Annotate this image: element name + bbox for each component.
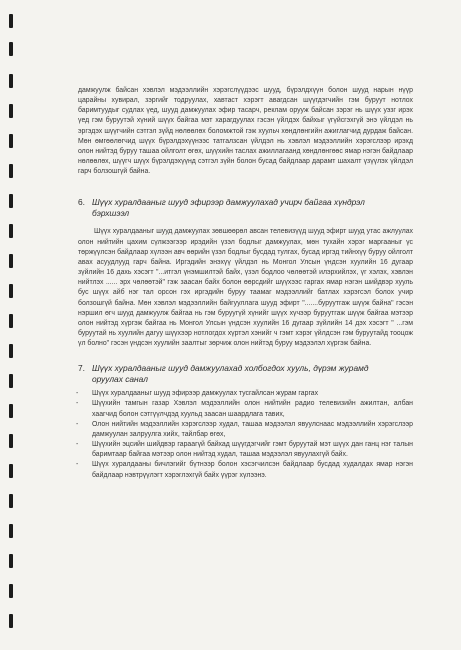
- list-item: [78, 399, 413, 419]
- binding-hole: [9, 524, 13, 538]
- list-item-text: Шүүхийн тамгын газар Хэвлэл мэдээллийн олон нийтийн радио телевизийн ажилтан, албан хаагчид болон сэтгүүлчдэд хуульд заасан шаардлага тавих,: [92, 400, 413, 418]
- list-item: [78, 440, 413, 460]
- binding-hole: [9, 42, 13, 56]
- binding-hole: [9, 614, 13, 628]
- binding-hole: [9, 374, 13, 388]
- section-7-title-line1: Шүүх хуралдааныг шууд дамжуулахад холбогдох хууль, дүрэм журамд: [92, 363, 369, 374]
- binding-holes: [0, 0, 18, 650]
- list-item-text: Шүүхийн эцсийн шийдвэр гараагүй байхад шүүгдэгчийг гэмт буруутай мэт шүүх дан ганц нэг талын баримтаар байгаа мэтээр олон нийтэд худал, ташаа мэдээлэл явуулахгүй байх.: [92, 441, 413, 459]
- section-6-heading: [78, 197, 413, 219]
- section-7-heading: [78, 363, 413, 385]
- bullet-dash: -: [76, 390, 79, 398]
- list-item: [78, 420, 413, 440]
- binding-hole: [9, 254, 13, 268]
- binding-hole: [9, 404, 13, 418]
- intro-paragraph: дамжуулж байсан хэвлэл мэдээллийн хэрэгслүүдээс шууд, бүрэлдхүүн болон шууд нарын нүүр царайны хувирал, зэргийг тодруулах, хавтаст хэрэгт авагдсан шүүгдэгчийн гэм буруут нотлох баримтуудыг судлах үед, шууд дамжуулах эфир тасарч, реклам орууж байсан зэрэг нь шүүх уэзг ирэх үед гэм буруутэй хүний шүүх байгаа мэт харагдуулах гэсэн үйлдэх байхыг үгүйсгэхгүй энэ үйлдэл нь эргэдэх шүүгчийн сэтгэл зүйд нөлөөлөх боломжтой гэж хуульч хөндлөнгийн ажиглагчид дурдаж байсан. Мөн өмгөөлөгчид шүүх бүрэлдэхүүнээс татгалзсан үйлдэл нь хэвлэл мэдээллийн хэрэгслээр ирэхд олон нийтэд буруу ташаа ойлголт өгөх, шүүхийн таслах ажиллагаанд хөндлөнгөөс ямар нэгэн байдлаар нөлөөлөх, шүүгч шүүх бүрэлдэхүүнд сэтгэл зүйн болон бусад байдлаар дарамт шахалт үзүүлэх үйлдэл гарч болзошгүй байна.: [78, 87, 413, 176]
- binding-hole: [9, 194, 13, 208]
- section-7-title-line2: оруулах санал: [92, 374, 148, 385]
- list-item-text: Олон нийтийн мэдээллийн хэрэгслээр худал, ташаа мэдээлэл явуулснаас мэдээллийн хэрэгслээр дамжуулан залруулга хийх, тайлбар өгөх,: [92, 420, 413, 438]
- list-item: [78, 389, 413, 399]
- binding-hole: [9, 494, 13, 508]
- section-6-paragraph: Шүүх хуралдааныг шууд дамжуулах зөвшөөрөл авсан телевизүүд шууд эфирт шууд утас ажлуулах олон нийтийн цахим сүлжээгээр ирэдийн үзэл бодлыг дамжуулах, мөн тухайн хэрэг маргааныг үс төржүүлсэн байдлаар хүлээн авч өөрийн үзэл бодлыг бусдад тулгах, бусад иргэд тийнхүү буруу ойлголт авах асуудлууд гарч байна. Иргэдийн энэхүү үйлдэл нь Монгол Улсын үндсэн хуулийн 16 дугаар зүйлийн 16 дахь хэсэгт "...итгэл үнэмшилтэй байх, үзэл бодлоо чөлөөтэй илэрхийлэх, үг хэлэх, хэвлэн нийтлэх ...... эрх чөлөөтэй" гэж заасан байх болон өөрсдийг шүүхээс гаргах ямар нэгэн шийдвэр хууль бус шүүх aйб нэг тал орсон гэх иргэдийн буруу таамаг мэдээллийг батлах хэрэгсэл болох учир болзошгүй байна. Мөн хэвлэл мэдээллийн байгууллага шууд эфирт ".......буруутгаж шүүж байна" гэсэн нэршил өгч шууд дамжуулж байгаа нь гэм буруугүй хүнийг шүүх хүчээр буруутгаж шүүж байгаа мэтээр олон нийтэд хүргэж байгаа нь Монгол Улсын үндсэн хуулийн 16 дугаар зүйлийн 14 дэх хэсэгт " ...гэм буруутай нь хуулийн дагуу шүүхээр нотлогдох хүртэл хэнийг ч гэмт хэрэг үйлдсэн гэм буруутайд тооцож үл болно" гэсэн үндсэн хуулийн заалтыг зөрчиж олон нийтэд буруу мэдээлэл хүргэж байна.: [78, 228, 413, 348]
- binding-hole: [9, 164, 13, 178]
- section-6-title-line2: бэрхшээл: [92, 208, 130, 219]
- binding-hole: [9, 434, 13, 448]
- bullet-dash: -: [76, 441, 79, 449]
- binding-hole: [9, 584, 13, 598]
- proposal-list: [78, 389, 413, 480]
- binding-hole: [9, 74, 13, 88]
- binding-hole: [9, 14, 13, 28]
- list-item-text: Шүүх хуралдааныг шууд эфирээр дамжуулах тусгайлсан журам гаргах: [92, 390, 319, 398]
- binding-hole: [9, 344, 13, 358]
- bullet-dash: -: [76, 461, 79, 469]
- bullet-dash: -: [76, 400, 79, 408]
- binding-hole: [9, 554, 13, 568]
- list-item-text: Шүүх хуралдааны бичлэгийг бүтнээр болон хэсэгчилсэн байдлаар бусдад худалдах ямар нэгэн байдлаар нэвтрүүлэгт хэрэглэхгүй байх үүрэг хүлээнэ.: [92, 461, 413, 479]
- binding-hole: [9, 104, 13, 118]
- binding-hole: [9, 134, 13, 148]
- list-item: [78, 460, 413, 480]
- binding-hole: [9, 284, 13, 298]
- binding-hole: [9, 314, 13, 328]
- binding-hole: [9, 464, 13, 478]
- binding-hole: [9, 224, 13, 238]
- section-7-number: 7.: [78, 363, 85, 374]
- section-6-number: 6.: [78, 197, 85, 208]
- bullet-dash: -: [76, 420, 79, 428]
- section-6-title-line1: Шүүх хуралдааныг шууд эфирээр дамжуулахад учирч байгаа хүндрэл: [92, 197, 365, 208]
- document-page: [78, 86, 413, 481]
